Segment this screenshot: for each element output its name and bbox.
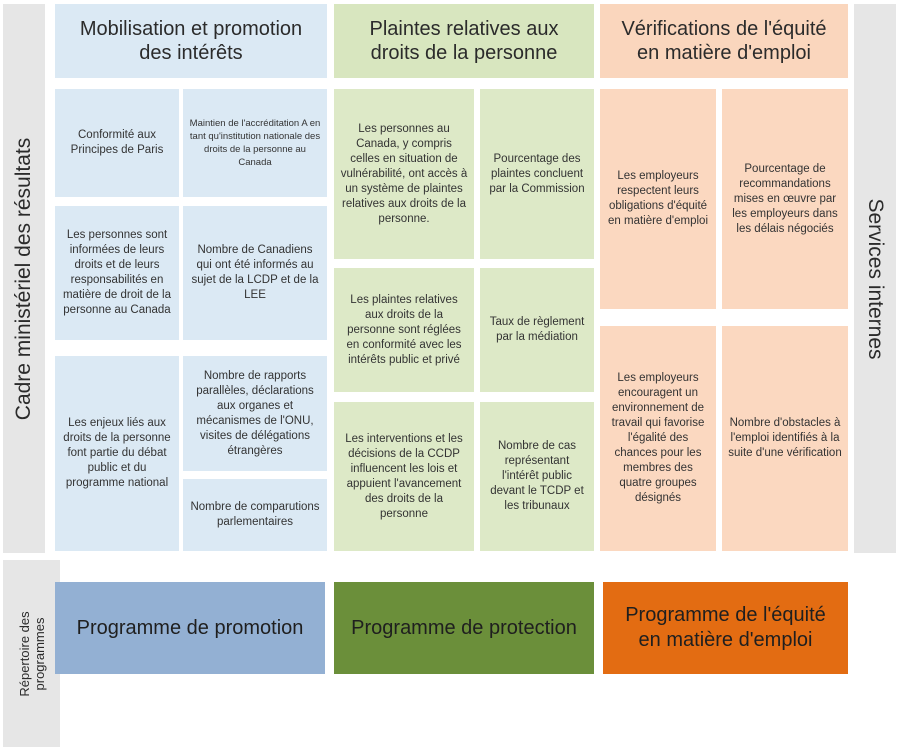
results-framework-label: Cadre ministériel des résultats	[12, 137, 35, 420]
results-framework-bar	[3, 4, 45, 553]
equity-result-work-environment: Les employeurs encouragent un environnement de travail qui favorise l'égalité des chances pour les membres des quatre groupes désignés	[600, 326, 716, 551]
program-inventory-bar	[3, 560, 60, 747]
promotion-result-informed-persons: Les personnes sont informées de leurs droits et de leurs responsabilités en matière de droit de la personne au Canada	[55, 206, 179, 340]
promotion-indicator-parliamentary: Nombre de comparutions parlementaires	[183, 479, 327, 551]
internal-services-label: Services internes	[864, 197, 887, 360]
protection-result-interventions: Les interventions et les décisions de la CCDP influencent les lois et appuient l'avancement des droits de la personne	[334, 402, 474, 551]
protection-program: Programme de protection	[334, 582, 594, 674]
promotion-result-public-debate: Les enjeux liés aux droits de la personne font partie du débat public et du programme national	[55, 356, 179, 551]
equity-indicator-barriers: Nombre d'obstacles à l'emploi identifiés à la suite d'une vérification	[722, 326, 848, 551]
protection-indicator-mediation-rate: Taux de règlement par la médiation	[480, 268, 594, 392]
internal-services-bar	[854, 4, 896, 553]
equity-indicator-recommendations: Pourcentage de recommandations mises en œuvre par les employeurs dans les délais négociés	[722, 89, 848, 309]
protection-header: Plaintes relatives aux droits de la personne	[334, 4, 594, 78]
promotion-result-paris-principles: Conformité aux Principes de Paris	[55, 89, 179, 197]
promotion-program: Programme de promotion	[55, 582, 325, 674]
equity-result-obligations: Les employeurs respectent leurs obligations d'équité en matière d'emploi	[600, 89, 716, 309]
promotion-indicator-canadians-informed: Nombre de Canadiens qui ont été informés au sujet de la LCDP et de la LEE	[183, 206, 327, 340]
equity-header: Vérifications de l'équité en matière d'emploi	[600, 4, 848, 78]
equity-program: Programme de l'équité en matière d'emploi	[603, 582, 848, 674]
promotion-indicator-accreditation: Maintien de l'accréditation A en tant qu'institution nationale des droits de la personne au Canada	[183, 89, 327, 197]
protection-result-access: Les personnes au Canada, y compris celles en situation de vulnérabilité, ont accès à un système de plaintes relatives aux droits de la personne.	[334, 89, 474, 259]
promotion-header: Mobilisation et promotion des intérêts	[55, 4, 327, 78]
protection-indicator-public-interest-cases: Nombre de cas représentant l'intérêt public devant le TCDP et les tribunaux	[480, 402, 594, 551]
protection-result-complaints-settled: Les plaintes relatives aux droits de la personne sont réglées en conformité avec les intérêts public et privé	[334, 268, 474, 392]
promotion-indicator-un-reports: Nombre de rapports parallèles, déclarations aux organes et mécanismes de l'ONU, visites de délégations étrangères	[183, 356, 327, 471]
protection-indicator-complaints-concluded: Pourcentage des plaintes concluent par la Commission	[480, 89, 594, 259]
program-inventory-label: Répertoire des programmes	[16, 610, 47, 697]
